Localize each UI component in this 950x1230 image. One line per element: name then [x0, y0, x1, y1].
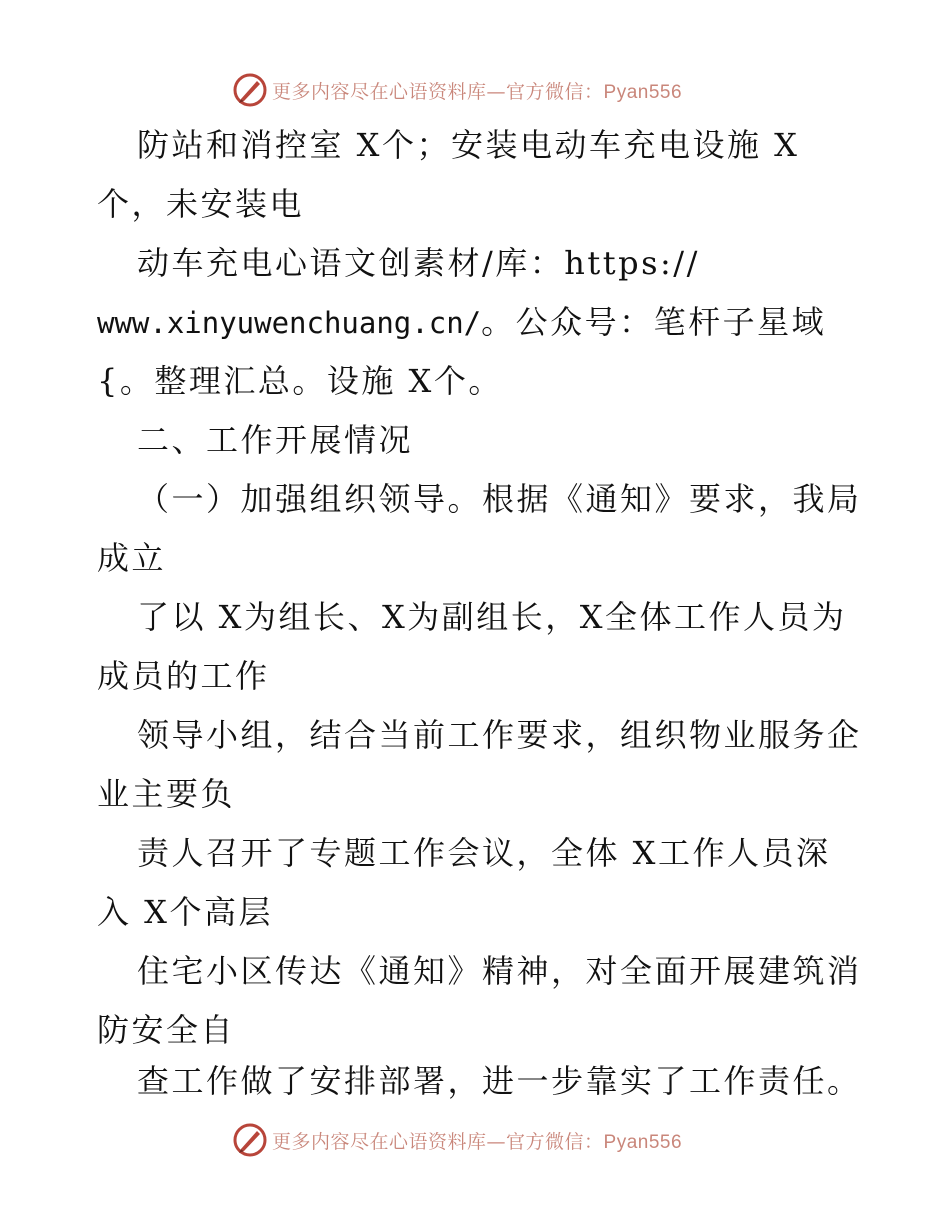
body-line-16: 防安全自: [97, 1011, 236, 1049]
section-heading: 二、工作开展情况: [137, 421, 414, 459]
body-line-1: 防站和消控室 X个；安装电动车充电设施 X: [137, 126, 800, 164]
watermark-text: 更多内容尽在心语资料库—官方微信：Pyan556: [272, 80, 683, 103]
body-line-13: 责人召开了专题工作会议，全体 X工作人员深: [137, 834, 831, 872]
body-line-3: 动车充电心语文创素材/库：https://: [137, 244, 700, 282]
body-line-8: 成立: [97, 539, 167, 577]
watermark-banner-top: [232, 70, 682, 110]
body-line-15: 住宅小区传达《通知》精神，对全面开展建筑消: [137, 952, 862, 990]
watermark-text: 更多内容尽在心语资料库—官方微信：Pyan556: [272, 1130, 683, 1153]
body-line-2: 个，未安装电: [97, 185, 305, 223]
body-line-12: 业主要负: [97, 775, 236, 813]
body-line-5: {。整理汇总。设施 X个。: [97, 362, 503, 400]
body-line-11: 领导小组，结合当前工作要求，组织物业服务企: [137, 716, 862, 754]
body-line-17: 查工作做了安排部署，进一步靠实了工作责任。: [137, 1062, 862, 1100]
quill-logo-icon: [232, 72, 268, 108]
body-line-4: www.xinyuwenchuang.cn/。公众号：笔杆子星域: [97, 303, 827, 341]
body-line-9: 了以 X为组长、X为副组长，X全体工作人员为: [137, 598, 847, 636]
quill-logo-icon: [232, 1122, 268, 1158]
body-line-7: （一）加强组织领导。根据《通知》要求，我局: [137, 480, 862, 518]
watermark-banner-bottom: [232, 1120, 682, 1160]
body-line-14: 入 X个高层: [97, 893, 273, 931]
body-line-10: 成员的工作: [97, 657, 270, 695]
